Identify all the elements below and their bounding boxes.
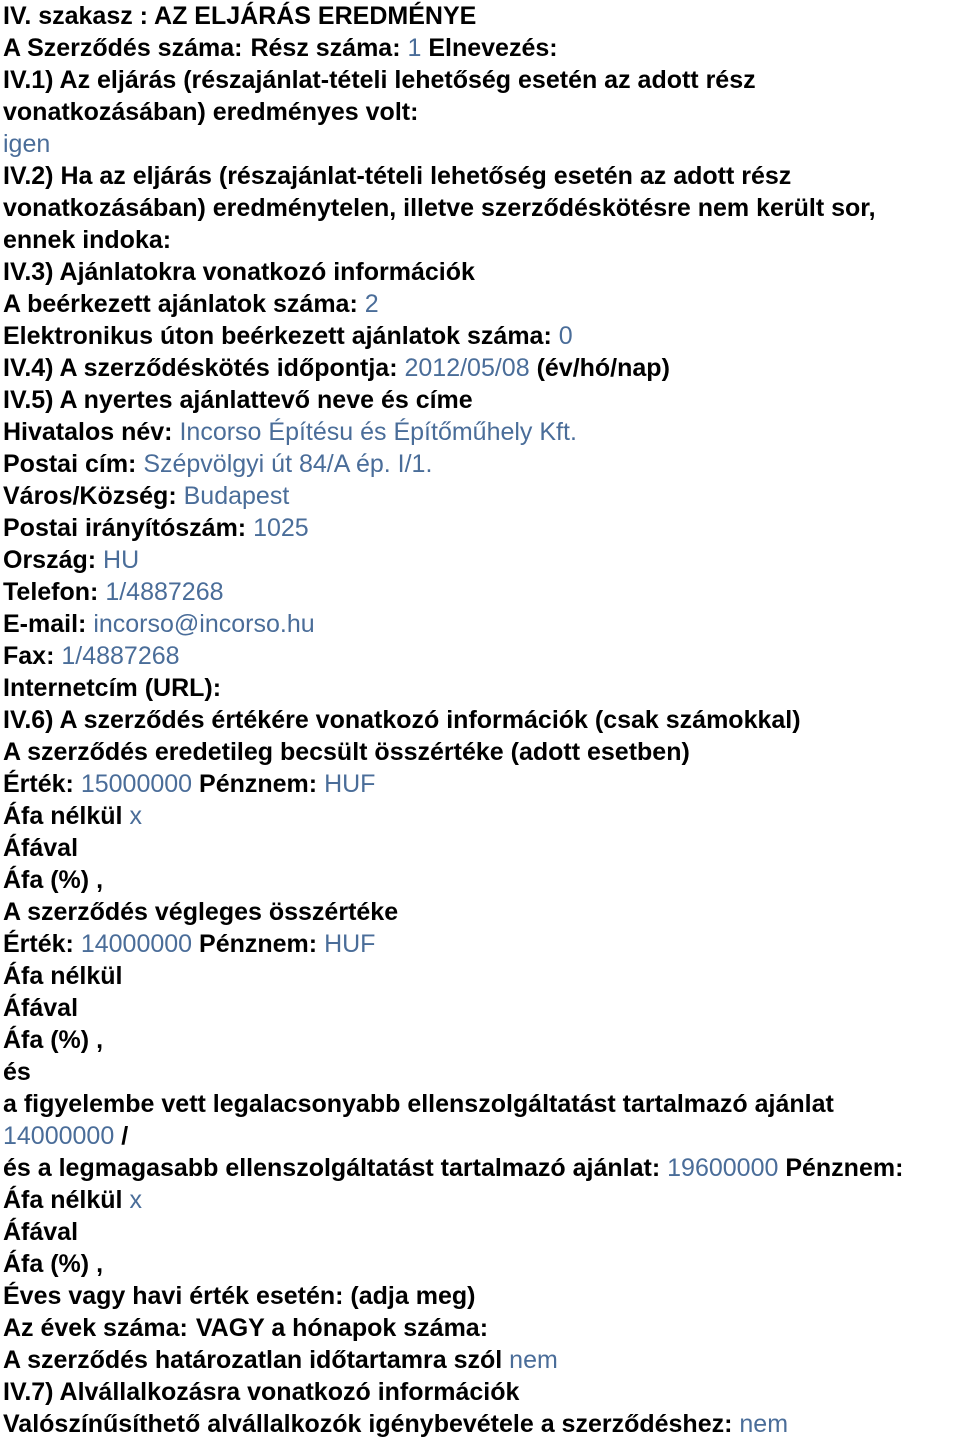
iv2-text: IV.2) Ha az eljárás (részajánlat-tételi lehetőség esetén az adott rész (3, 162, 792, 190)
postal-address-line (3, 448, 960, 480)
annual-monthly-label: Éves vagy havi érték esetén: (adja meg) (3, 1282, 476, 1310)
original-value: 15000000 (80, 770, 193, 798)
final-value: 14000000 (80, 930, 193, 958)
final-value-line (3, 928, 960, 960)
email-line (3, 608, 960, 640)
email-value: incorso@incorso.hu (93, 610, 315, 638)
range-with-vat-line (3, 1216, 960, 1248)
indefinite-term-label: A szerződés határozatlan időtartamra szól (3, 1346, 503, 1374)
final-vat-percent-line (3, 1024, 960, 1056)
with-vat-label: Áfával (3, 834, 79, 862)
highest-offer-label: és a legmagasabb ellenszolgáltatást tartalmazó ajánlat: (3, 1154, 661, 1182)
without-vat-label: Áfa nélkül (3, 802, 123, 830)
part-number-label: Rész száma: (250, 34, 401, 62)
final-with-vat-line (3, 992, 960, 1024)
original-without-vat-line (3, 800, 960, 832)
subcontractor-value: nem (739, 1410, 789, 1438)
years-months-line (3, 1312, 960, 1344)
iv5-title (3, 384, 960, 416)
iv2-reason-label: ennek indoka: (3, 226, 172, 254)
annual-line (3, 1280, 960, 1312)
vat-percent-label: Áfa (%) (3, 1026, 90, 1054)
contract-date-label: IV.4) A szerződéskötés időpontja: (3, 354, 398, 382)
electronic-offers-value: 0 (558, 322, 573, 350)
official-name-line (3, 416, 960, 448)
original-value-label: Érték: (3, 770, 74, 798)
lowest-offer-value-line (3, 1120, 960, 1152)
official-name-value: Incorso Építésu és Építőműhely Kft. (179, 418, 577, 446)
fax-value: 1/4887268 (61, 642, 180, 670)
offer-range-separator: / (121, 1122, 129, 1150)
vat-percent-separator: , (96, 1250, 104, 1278)
iv5-title-text: IV.5) A nyertes ajánlattevő neve és címe (3, 386, 473, 414)
iv1-value-line (3, 128, 960, 160)
part-number-value: 1 (407, 34, 422, 62)
fax-label: Fax: (3, 642, 55, 670)
final-value-label: Érték: (3, 930, 74, 958)
city-value: Budapest (183, 482, 290, 510)
section-title (3, 0, 960, 32)
url-line (3, 672, 960, 704)
indefinite-term-value: nem (509, 1346, 558, 1374)
url-label: Internetcím (URL): (3, 674, 222, 702)
zip-line (3, 512, 960, 544)
and-line (3, 1056, 960, 1088)
final-currency-value: HUF (324, 930, 376, 958)
procurement-result-document (3, 0, 960, 1440)
country-line (3, 544, 960, 576)
with-vat-label: Áfával (3, 1218, 79, 1246)
section-title-text: IV. szakasz : AZ ELJÁRÁS EREDMÉNYE (3, 2, 477, 30)
without-vat-mark: x (129, 802, 142, 830)
without-vat-label: Áfa nélkül (3, 962, 123, 990)
lowest-offer-label: a figyelembe vett legalacsonyabb ellenszolgáltatást tartalmazó ajánlat (3, 1090, 834, 1118)
city-label: Város/Község: (3, 482, 177, 510)
subcontractor-label: Valószínűsíthető alvállalkozók igénybevétele a szerződéshez: (3, 1410, 733, 1438)
iv1-line2 (3, 96, 960, 128)
iv6-title-text: IV.6) A szerződés értékére vonatkozó információk (csak számokkal) (3, 706, 801, 734)
and-label: és (3, 1058, 31, 1086)
indefinite-line (3, 1344, 960, 1376)
subcontract-line (3, 1408, 960, 1440)
email-label: E-mail: (3, 610, 87, 638)
original-value-title-text: A szerződés eredetileg becsült összértéke (adott esetben) (3, 738, 690, 766)
fax-line (3, 640, 960, 672)
iv3-title (3, 256, 960, 288)
iv2-line2 (3, 192, 960, 224)
contract-number-label: A Szerződés száma: (3, 34, 243, 62)
zip-label: Postai irányítószám: (3, 514, 247, 542)
original-currency-value: HUF (324, 770, 376, 798)
contract-part-line (3, 32, 960, 64)
iv1-text: IV.1) Az eljárás (részajánlat-tételi lehetőség esetén az adott rész (3, 66, 756, 94)
final-without-vat-line (3, 960, 960, 992)
original-currency-label: Pénznem: (199, 770, 318, 798)
offers-count-value: 2 (364, 290, 379, 318)
final-currency-label: Pénznem: (199, 930, 318, 958)
official-name-label: Hivatalos név: (3, 418, 173, 446)
vat-percent-label: Áfa (%) (3, 1250, 90, 1278)
city-line (3, 480, 960, 512)
vat-percent-separator: , (96, 1026, 104, 1054)
iv4-line (3, 352, 960, 384)
range-without-vat-line (3, 1184, 960, 1216)
years-label: Az évek száma: (3, 1314, 188, 1342)
iv2-line3 (3, 224, 960, 256)
iv7-title-text: IV.7) Alvállalkozásra vonatkozó információk (3, 1378, 520, 1406)
original-with-vat-line (3, 832, 960, 864)
without-vat-mark: x (129, 1186, 142, 1214)
vat-percent-separator: , (96, 866, 104, 894)
lowest-offer-value: 14000000 (3, 1122, 115, 1150)
electronic-offers-line (3, 320, 960, 352)
contract-date-value: 2012/05/08 (404, 354, 530, 382)
highest-currency-label: Pénznem: (785, 1154, 904, 1182)
electronic-offers-label: Elektronikus úton beérkezett ajánlatok száma: (3, 322, 552, 350)
months-label: VAGY a hónapok száma: (195, 1314, 489, 1342)
highest-offer-line (3, 1152, 960, 1184)
country-value: HU (103, 546, 140, 574)
postal-address-label: Postai cím: (3, 450, 137, 478)
phone-label: Telefon: (3, 578, 99, 606)
range-vat-percent-line (3, 1248, 960, 1280)
name-label: Elnevezés: (428, 34, 558, 62)
iv7-title (3, 1376, 960, 1408)
zip-value: 1025 (253, 514, 309, 542)
iv1-value: igen (3, 130, 51, 158)
iv2-line1 (3, 160, 960, 192)
offers-count-line (3, 288, 960, 320)
final-value-title-text: A szerződés végleges összértéke (3, 898, 399, 926)
highest-offer-value: 19600000 (667, 1154, 779, 1182)
final-value-title (3, 896, 960, 928)
lowest-offer-line (3, 1088, 960, 1120)
original-value-title (3, 736, 960, 768)
country-label: Ország: (3, 546, 97, 574)
with-vat-label: Áfával (3, 994, 79, 1022)
iv1-text-continued: vonatkozásában) eredményes volt: (3, 98, 419, 126)
date-format-hint: (év/hó/nap) (536, 354, 670, 382)
without-vat-label: Áfa nélkül (3, 1186, 123, 1214)
vat-percent-label: Áfa (%) (3, 866, 90, 894)
iv6-title (3, 704, 960, 736)
phone-value: 1/4887268 (105, 578, 224, 606)
iv3-title-text: IV.3) Ajánlatokra vonatkozó információk (3, 258, 475, 286)
original-vat-percent-line (3, 864, 960, 896)
offers-count-label: A beérkezett ajánlatok száma: (3, 290, 358, 318)
iv1-line1 (3, 64, 960, 96)
phone-line (3, 576, 960, 608)
postal-address-value: Szépvölgyi út 84/A ép. I/1. (143, 450, 433, 478)
iv2-text-continued: vonatkozásában) eredménytelen, illetve szerződéskötésre nem került sor, (3, 194, 876, 222)
original-value-line (3, 768, 960, 800)
